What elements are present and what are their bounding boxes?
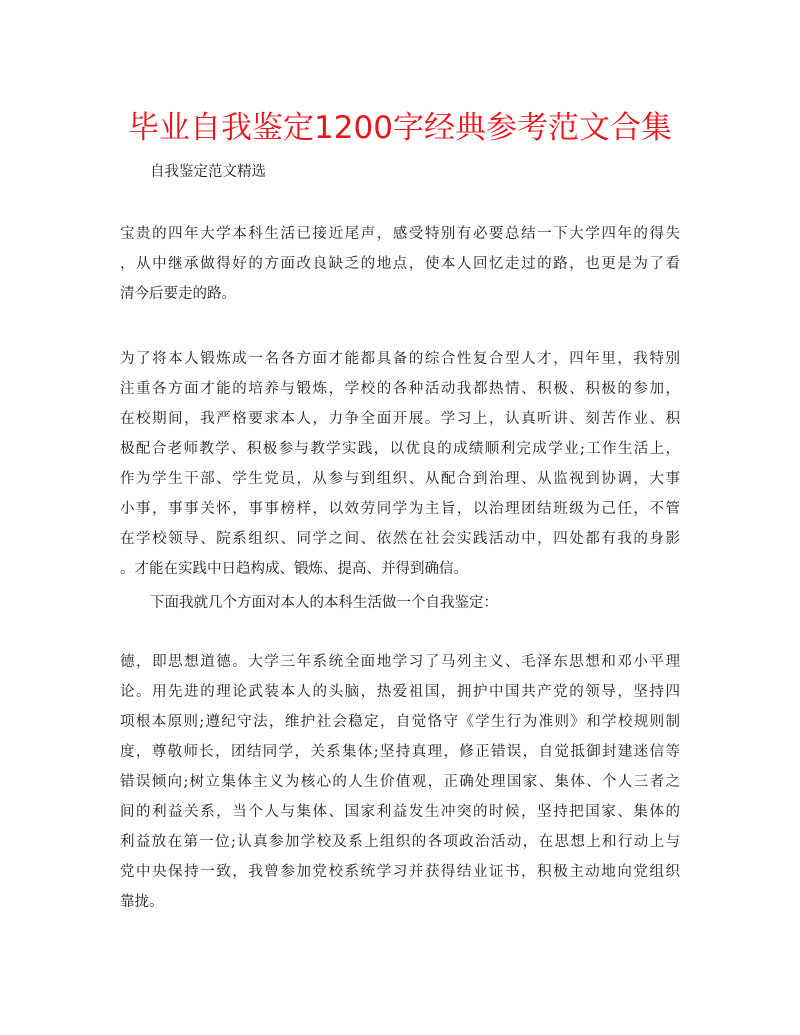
document-subtitle: 自我鉴定范文精选	[150, 164, 266, 180]
paragraph-line: 项根本原则;遵纪守法，维护社会稳定，自觉恪守《学生行为准则》和学校规则制	[120, 714, 680, 730]
paragraph-line: 宝贵的四年大学本科生活已接近尾声，感受特别有必要总结一下大学四年的得失	[120, 226, 680, 242]
paragraph-line: 德，即思想道德。大学三年系统全面地学习了马列主义、毛泽东思想和邓小平理	[120, 654, 680, 670]
paragraph-abilities	[120, 344, 680, 584]
paragraph-line: 靠拢。	[120, 894, 164, 910]
paragraph-line: 错误倾向;树立集体主义为核心的人生价值观，正确处理国家、集体、个人三者之	[120, 774, 680, 790]
paragraph-line: 注重各方面才能的培养与锻炼，学校的各种活动我都热情、积极、积极的参加，	[120, 381, 680, 397]
paragraph-line: 。才能在实践中日趋构成、锻炼、提高、并得到确信。	[120, 561, 468, 577]
document-title: 毕业自我鉴定1200字经典参考范文合集	[128, 110, 672, 146]
paragraph-intro	[120, 219, 680, 309]
paragraph-line: 小事，事事关怀，事事榜样，以效劳同学为主旨，以治理团结班级为己任，不管	[120, 501, 680, 517]
paragraph-line: 为了将本人锻炼成一名各方面才能都具备的综合性复合型人才，四年里，我特别	[120, 351, 680, 367]
paragraph-line: 在学校领导、院系组织、同学之间、依然在社会实践活动中，四处都有我的身影	[120, 531, 680, 547]
paragraph-line: 作为学生干部、学生党员，从参与到组织、从配合到治理、从监视到协调，大事	[120, 471, 680, 487]
paragraph-morality	[120, 647, 680, 917]
paragraph-line: 论。用先进的理论武装本人的头脑，热爱祖国，拥护中国共产党的领导，坚持四	[120, 684, 680, 700]
paragraph-line: ，从中继承做得好的方面改良缺乏的地点，使本人回忆走过的路，也更是为了看	[120, 256, 680, 272]
paragraph-line: 度，尊敬师长，团结同学，关系集体;坚持真理，修正错误，自觉抵御封建迷信等	[120, 744, 680, 760]
paragraph-line: 清今后要走的路。	[120, 286, 236, 302]
paragraph-lead-in: 下面我就几个方面对本人的本科生活做一个自我鉴定：	[150, 595, 498, 611]
paragraph-line: 利益放在第一位;认真参加学校及系上组织的各项政治活动，在思想上和行动上与	[120, 834, 680, 850]
paragraph-line: 间的利益关系，当个人与集体、国家利益发生冲突的时候，坚持把国家、集体的	[120, 804, 680, 820]
paragraph-line: 极配合老师教学、积极参与教学实践，以优良的成绩顺利完成学业;工作生活上，	[120, 441, 680, 457]
paragraph-line: 在校期间，我严格要求本人，力争全面开展。学习上，认真听讲、刻苦作业、积	[120, 411, 680, 427]
paragraph-line: 党中央保持一致，我曾参加党校系统学习并获得结业证书，积极主动地向党组织	[120, 864, 680, 880]
